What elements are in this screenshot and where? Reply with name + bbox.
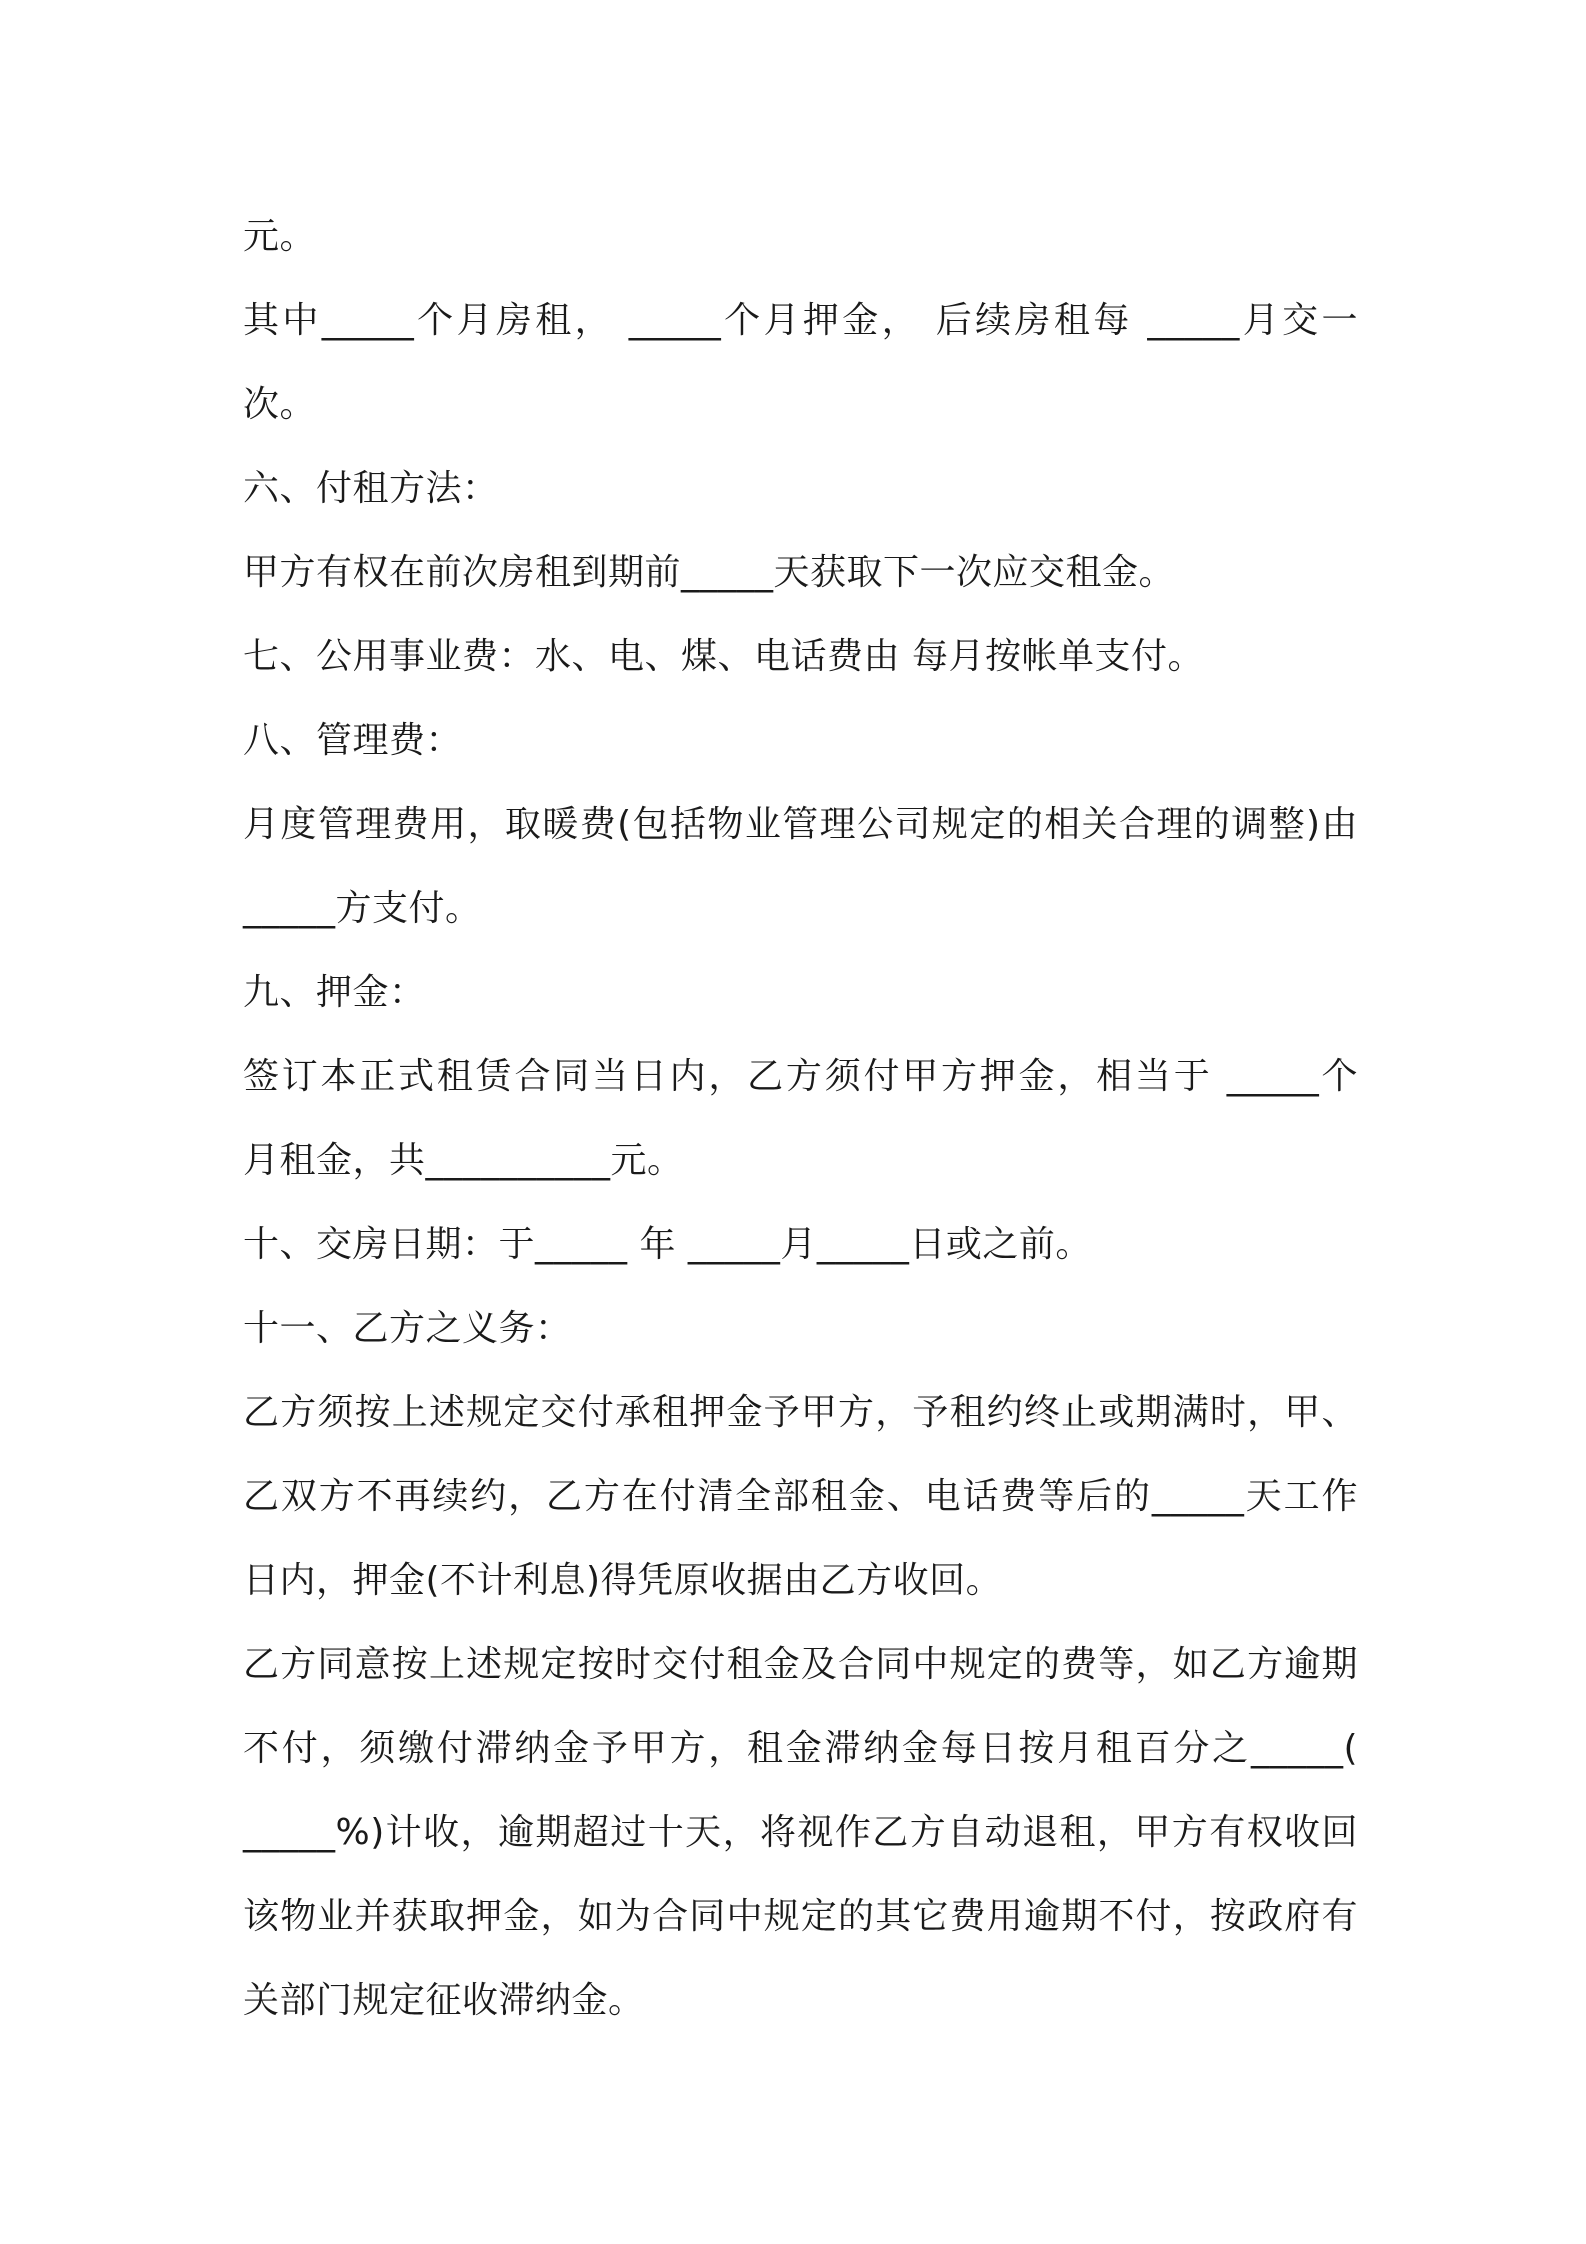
text-line: 日内，押金(不计利息)得凭原收据由乙方收回。 (243, 1560, 1003, 1601)
text-line: 乙方同意按上述规定按时交付租金及合同中规定的费等，如乙方逾期 (243, 1644, 1358, 1685)
text-line: _____%)计收，逾期超过十天，将视作乙方自动退租，甲方有权收回 (243, 1812, 1358, 1853)
section-heading: 十一、乙方之义务： (243, 1308, 572, 1349)
section-heading: 十、交房日期：于_____ 年 _____月_____日或之前。 (243, 1224, 1092, 1265)
text-line: _____方支付。 (243, 888, 482, 929)
section-heading: 七、公用事业费：水、电、煤、电话费由 每月按帐单支付。 (243, 636, 1204, 677)
section-heading: 六、付租方法： (243, 468, 499, 509)
text-line: 月租金，共__________元。 (243, 1140, 684, 1181)
section-heading: 九、押金： (243, 972, 426, 1013)
section-heading: 八、管理费： (243, 720, 463, 761)
text-line: 其中_____个月房租， _____个月押金， 后续房租每 _____月交一 (243, 300, 1358, 341)
text-line: 月度管理费用，取暖费(包括物业管理公司规定的相关合理的调整)由 (243, 804, 1358, 845)
document-body (243, 195, 1358, 2043)
text-line: 不付，须缴付滞纳金予甲方，租金滞纳金每日按月租百分之_____( (243, 1728, 1358, 1769)
text-line: 关部门规定征收滞纳金。 (243, 1980, 645, 2021)
text-line: 乙双方不再续约，乙方在付清全部租金、电话费等后的_____天工作 (243, 1476, 1358, 1517)
text-line: 签订本正式租赁合同当日内，乙方须付甲方押金，相当于 _____个 (243, 1056, 1358, 1097)
text-line: 元。 (243, 216, 317, 257)
text-line: 乙方须按上述规定交付承租押金予甲方，予租约终止或期满时，甲、 (243, 1392, 1358, 1433)
text-line: 该物业并获取押金，如为合同中规定的其它费用逾期不付，按政府有 (243, 1896, 1358, 1937)
text-line: 甲方有权在前次房租到期前_____天获取下一次应交租金。 (243, 552, 1176, 593)
text-line: 次。 (243, 384, 317, 425)
